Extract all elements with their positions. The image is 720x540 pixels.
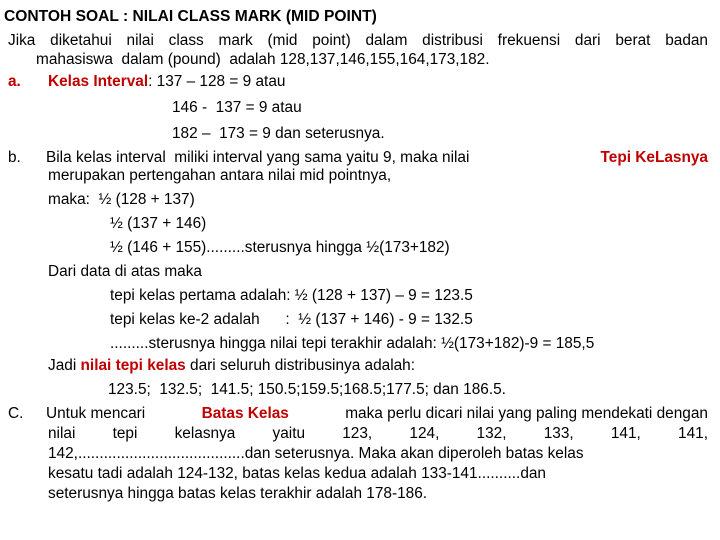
c-line-5: seterusnya hingga batas kelas terakhir adalah 178-186. [48, 485, 428, 502]
c-line-4 [48, 464, 708, 484]
c-line-1-pre: Untuk mencari [46, 405, 146, 422]
c-line-4-text: kesatu tadi adalah 124-132, batas kelas kedua adalah 133-141..........dan [48, 465, 546, 482]
c-word: 123, [342, 425, 373, 442]
c-line-3 [48, 444, 708, 464]
c-line-2 [48, 424, 708, 444]
c-word: 141, [678, 425, 708, 442]
c-word: 132, [476, 425, 507, 442]
c-line-1-post: maka perlu dicari nilai yang paling mendekati dengan [345, 405, 708, 422]
marker-b: b. [8, 149, 21, 166]
intro-text-1: Jika diketahui nilai class mark (mid point) dalam distribusi frekuensi dari berat badan [8, 32, 708, 49]
b-line-4: ½ (137 + 146) [110, 215, 207, 232]
b-line-9: .........sterusnya hingga nilai tepi terakhir adalah: ½(173+182)-9 = 185,5 [110, 335, 595, 352]
b-line-10-pre: Jadi [48, 357, 77, 374]
nilai-tepi-kelas-label: nilai tepi kelas [80, 357, 186, 374]
c-line-3-text: 142,.......................................dan seterusnya. Maka akan diperoleh batas kelas [48, 445, 584, 462]
c-word: yaitu [272, 425, 306, 442]
intro-line-1 [8, 31, 708, 51]
b-line-10 [48, 356, 415, 376]
b-line-1 [46, 148, 708, 168]
c-line-1 [46, 404, 708, 424]
b-line-6: Dari data di atas maka [48, 263, 202, 280]
b-line-5: ½ (146 + 155).........sterusnya hingga ½(173+182) [110, 239, 450, 256]
batas-kelas-label: Batas Kelas [201, 405, 289, 422]
c-word: 133, [543, 425, 574, 442]
b-line-11: 123.5; 132.5; 141.5; 150.5;159.5;168.5;177.5; dan 186.5. [108, 381, 506, 398]
b-line-8: tepi kelas ke-2 adalah : ½ (137 + 146) - 9 = 132.5 [110, 311, 473, 328]
b-line-3: maka: ½ (128 + 137) [48, 191, 195, 208]
marker-c: C. [8, 405, 24, 422]
c-word: tepi [112, 425, 138, 442]
marker-a: a. [8, 73, 21, 90]
a-line-2: 146 - 137 = 9 atau [172, 99, 302, 116]
b-line-1-text: Bila kelas interval miliki interval yang sama yaitu 9, maka nilai [46, 149, 470, 166]
c-word: 124, [409, 425, 440, 442]
page-title: CONTOH SOAL : NILAI CLASS MARK (MID POINT) [4, 8, 377, 25]
a-line-1-rest: : 137 – 128 = 9 atau [148, 73, 286, 90]
c-word: 141, [610, 425, 641, 442]
b-line-7: tepi kelas pertama adalah: ½ (128 + 137) – 9 = 123.5 [110, 287, 473, 304]
b-line-10-post: dari seluruh distribusinya adalah: [190, 357, 416, 374]
c-word: kelasnya [174, 425, 236, 442]
a-line-1 [48, 72, 285, 92]
a-line-3: 182 – 173 = 9 dan seterusnya. [172, 125, 385, 142]
tepi-kelasnya-label: Tepi KeLasnya [600, 149, 708, 166]
kelas-interval-label: Kelas Interval [48, 73, 149, 90]
b-line-2: merupakan pertengahan antara nilai mid pointnya, [48, 167, 392, 184]
intro-line-2: mahasiswa dalam (pound) adalah 128,137,146,155,164,173,182. [36, 51, 490, 68]
c-word: nilai [48, 425, 76, 442]
